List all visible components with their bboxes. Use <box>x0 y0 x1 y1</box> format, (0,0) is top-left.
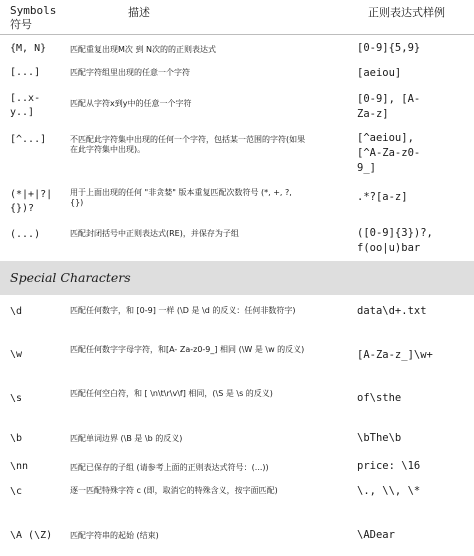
row-example: [aeiou] <box>357 67 402 79</box>
symbols-label-cn: 符号 <box>10 18 32 31</box>
row-example: data\d+.txt <box>357 305 427 317</box>
row-description: 不匹配此字符集中出现的任何一个字符，包括某一范围的字符(如果在此字符集中出现)。 <box>70 135 306 154</box>
special-characters-section-header <box>0 261 474 295</box>
row-description: 匹配字符组里出现的任意一个字符 <box>70 68 190 77</box>
row-example: price: \16 <box>357 460 421 472</box>
row-symbol: \nn <box>10 461 29 472</box>
row-description: 匹配已保存的子组 (请参考上面的正则表达式符号：(...)) <box>70 463 269 472</box>
row-example: \., \\, \* <box>357 485 421 497</box>
row-symbol: \w <box>10 349 23 360</box>
section-title: Special Characters <box>10 270 131 285</box>
description-column-header: 描述 <box>128 6 150 19</box>
row-symbol: \b <box>10 433 23 444</box>
row-description: 匹配单词边界 (\B 是 \b 的反义) <box>70 434 183 443</box>
row-symbol: [..x- y..] <box>10 93 41 118</box>
row-description: 匹配任何数字字母字符，和[A- Za-z0-9_] 相同 (\W 是 \w 的反义) <box>70 345 305 354</box>
row-symbol: \c <box>10 486 23 497</box>
header-divider <box>0 34 474 35</box>
row-description: 匹配任何空白符，和 [ \n\t\r\v\f] 相同，(\S 是 \s 的反义) <box>70 389 273 398</box>
row-symbol: (*|+|?| {})? <box>10 189 53 214</box>
row-symbol: (...) <box>10 229 41 240</box>
row-example: [0-9], [A- Za-z] <box>357 93 421 120</box>
row-description: 匹配从字符x到y中的任意一个字符 <box>70 99 192 108</box>
row-example: ([0-9]{3})?, f(oo|u)bar <box>357 227 433 254</box>
row-description: 匹配重复出现M次 到 N次的的正则表达式 <box>70 45 216 54</box>
row-symbol: \d <box>10 306 23 317</box>
row-symbol: \s <box>10 393 23 404</box>
row-description: 用于上面出现的任何 "非贪婪" 版本重复匹配次数符号 (*, +, ?, {}) <box>70 188 292 207</box>
row-example: \bThe\b <box>357 432 402 444</box>
row-example: [^aeiou], [^A-Za-z0- 9_] <box>357 132 421 174</box>
row-example: \ADear <box>357 529 395 541</box>
row-example: of\sthe <box>357 392 402 404</box>
row-example: [A-Za-z_]\w+ <box>357 349 433 361</box>
row-description: 匹配字符串的起始 (结束) <box>70 531 159 540</box>
example-column-header: 正则表达式样例 <box>368 6 445 19</box>
row-description: 匹配任何数字，和 [0-9] 一样 (\D 是 \d 的反义：任何非数符字) <box>70 306 296 315</box>
row-symbol: \A (\Z) <box>10 530 53 541</box>
row-symbol: [^...] <box>10 134 47 145</box>
row-symbol: [...] <box>10 67 41 78</box>
row-symbol: {M, N} <box>10 43 47 54</box>
symbols-column-header <box>10 4 56 32</box>
row-description: 匹配封闭括号中正则表达式(RE)，并保存为子组 <box>70 229 239 238</box>
row-example: .*?[a-z] <box>357 191 408 203</box>
row-example: [0-9]{5,9} <box>357 42 421 54</box>
row-description: 逐一匹配特殊字符 c (即，取消它的特殊含义，按字面匹配) <box>70 486 278 495</box>
symbols-label: Symbols <box>10 4 57 17</box>
